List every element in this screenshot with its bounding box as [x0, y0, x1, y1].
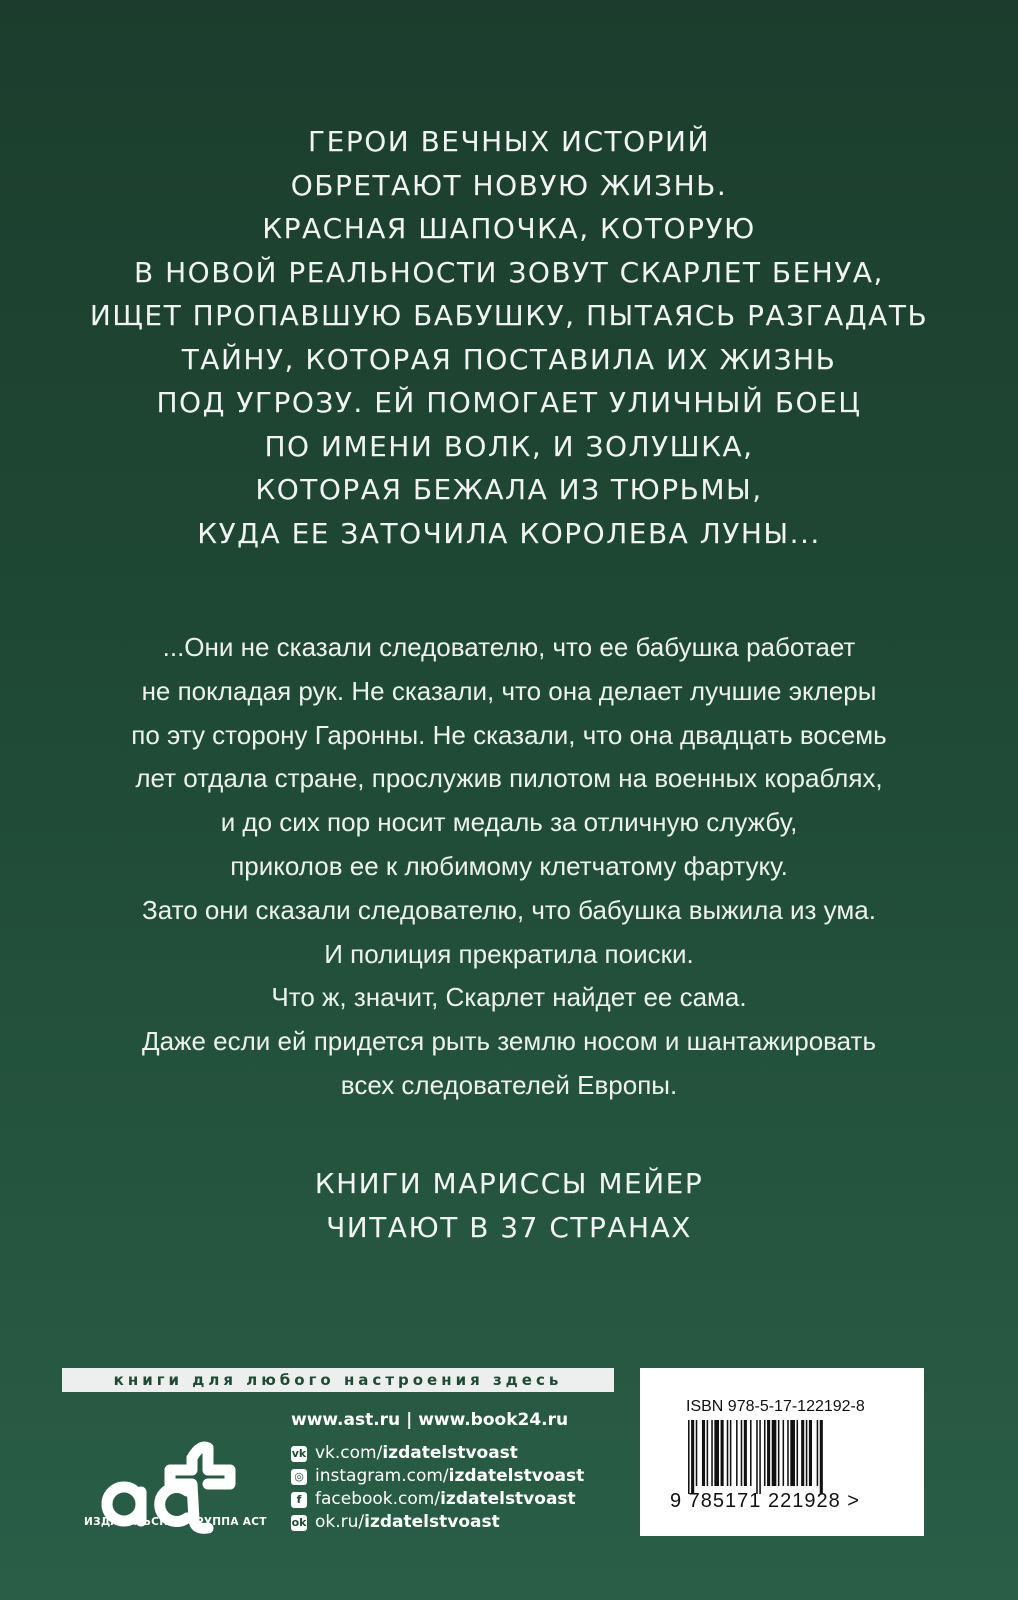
barcode-bars [686, 1420, 891, 1494]
social-link-facebook[interactable] [291, 1488, 584, 1511]
barcode-bar [790, 1420, 795, 1486]
excerpt-line: И полиция прекратила поиски. [324, 938, 694, 969]
lead-line: ИЩЕТ ПРОПАВШУЮ БАБУШКУ, ПЫТАЯСЬ РАЗГАДАТЬ [89, 299, 929, 332]
excerpt-line: не покладая рук. Не сказали, что она делает лучшие эклеры [141, 675, 877, 706]
barcode-bar [707, 1420, 709, 1486]
excerpt-line: Зато они сказали следователю, что бабушка выжила из ума. [142, 894, 876, 925]
odnoklassniki-icon: ok [291, 1515, 307, 1529]
barcode-bar [741, 1420, 743, 1486]
book-excerpt [0, 626, 1018, 1108]
barcode-bar [783, 1420, 785, 1486]
mood-strip: книги для любого настроения здесь [62, 1368, 614, 1392]
social-handle: izdatelstvoast [382, 1443, 518, 1463]
excerpt-line: приколов ее к любимому клетчатому фартуку. [230, 850, 788, 881]
barcode-bar [702, 1420, 705, 1486]
barcode-digits: 9 785171 221928 > [670, 1490, 860, 1512]
lead-line: КУДА ЕЕ ЗАТОЧИЛА КОРОЛЕВА ЛУНЫ... [197, 516, 821, 550]
social-prefix: facebook.com/ [315, 1489, 441, 1509]
social-prefix: ok.ru/ [315, 1512, 365, 1532]
barcode-bar [688, 1420, 690, 1494]
barcode-bar [730, 1420, 732, 1486]
barcode-bar [691, 1420, 694, 1494]
barcode-bar [809, 1420, 812, 1486]
barcode-bar [759, 1420, 761, 1494]
website-links[interactable]: www.ast.ru | www.book24.ru [291, 1410, 569, 1430]
barcode-bar [797, 1420, 799, 1486]
excerpt-line: всех следователей Европы. [340, 1069, 678, 1100]
lead-line: ТАЙНУ, КОТОРАЯ ПОСТАВИЛА ИХ ЖИЗНЬ [181, 342, 837, 376]
excerpt-line: лет отдала стране, прослужив пилотом на военных кораблях, [135, 763, 883, 794]
barcode-bar [787, 1420, 789, 1486]
social-handle: izdatelstvoast [448, 1466, 585, 1486]
excerpt-line: Даже если ей придется рыть землю носом и шантажировать [141, 1026, 877, 1057]
social-link-ok[interactable] [291, 1511, 584, 1534]
barcode-bar [764, 1420, 766, 1486]
blurb-lead [0, 120, 1018, 555]
excerpt-line: ...Они не сказали следователю, что ее бабушка работает [162, 632, 856, 662]
barcode-bar [696, 1420, 698, 1486]
tagline-line-2: ЧИТАЮТ В 37 СТРАНАХ [326, 1211, 692, 1244]
excerpt-line: по эту сторону Гаронны. Не сказали, что она двадцать восемь [131, 719, 887, 750]
social-handle: izdatelstvoast [440, 1489, 576, 1509]
barcode-bar [767, 1420, 770, 1486]
lead-line: КОТОРАЯ БЕЖАЛА ИЗ ТЮРЬМЫ, [255, 473, 763, 506]
social-link-vk[interactable] [291, 1442, 584, 1465]
social-prefix: instagram.com/ [315, 1466, 449, 1486]
barcode-bar [744, 1420, 747, 1486]
barcode-bar [721, 1420, 724, 1486]
author-tagline [0, 1162, 1018, 1250]
barcode-bar [801, 1420, 804, 1486]
lead-line: В НОВОЙ РЕАЛЬНОСТИ ЗОВУТ СКАРЛЕТ БЕНУА, [134, 255, 884, 289]
ast-logo [62, 1408, 282, 1558]
barcode-bar [778, 1420, 780, 1486]
lead-line: ПОД УГРОЗУ. ЕЙ ПОМОГАЕТ УЛИЧНЫЙ БОЕЦ [156, 386, 862, 419]
lead-line: КРАСНАЯ ШАПОЧКА, КОТОРУЮ [262, 212, 756, 245]
lead-line: ПО ИМЕНИ ВОЛК, И ЗОЛУШКА, [264, 429, 754, 463]
social-links [291, 1442, 584, 1534]
social-link-instagram[interactable] [291, 1465, 584, 1488]
excerpt-line: и до сих пор носит медаль за отличную службу, [220, 807, 798, 838]
barcode-bar [727, 1420, 729, 1486]
instagram-icon: ◎ [291, 1469, 307, 1485]
social-handle: izdatelstvoast [364, 1512, 500, 1532]
barcode-bar [806, 1420, 808, 1486]
barcode-bar [817, 1420, 819, 1486]
barcode-bar [772, 1420, 777, 1486]
excerpt-line: Что ж, значит, Скарлет найдет ее сама. [271, 982, 747, 1013]
barcode-bar [736, 1420, 738, 1486]
publisher-links [291, 1410, 584, 1534]
social-prefix: vk.com/ [315, 1443, 383, 1463]
barcode-bar [820, 1420, 823, 1494]
lead-line: ГЕРОИ ВЕЧНЫХ ИСТОРИЙ [308, 125, 710, 158]
tagline-line-1: КНИГИ МАРИССЫ МЕЙЕР [314, 1167, 704, 1200]
vk-icon: vk [291, 1446, 307, 1460]
barcode-bar [711, 1420, 713, 1486]
logo-caption: ИЗДАТЕЛЬСКАЯ ГРУППА АСТ [84, 1516, 267, 1528]
facebook-icon: f [291, 1492, 307, 1508]
barcode-bar [756, 1420, 758, 1494]
barcode-bar [714, 1420, 719, 1486]
lead-line: ОБРЕТАЮТ НОВУЮ ЖИЗНЬ. [290, 168, 728, 202]
isbn-text: ISBN 978-5-17-122192-8 [686, 1398, 865, 1415]
barcode-bar [750, 1420, 752, 1486]
